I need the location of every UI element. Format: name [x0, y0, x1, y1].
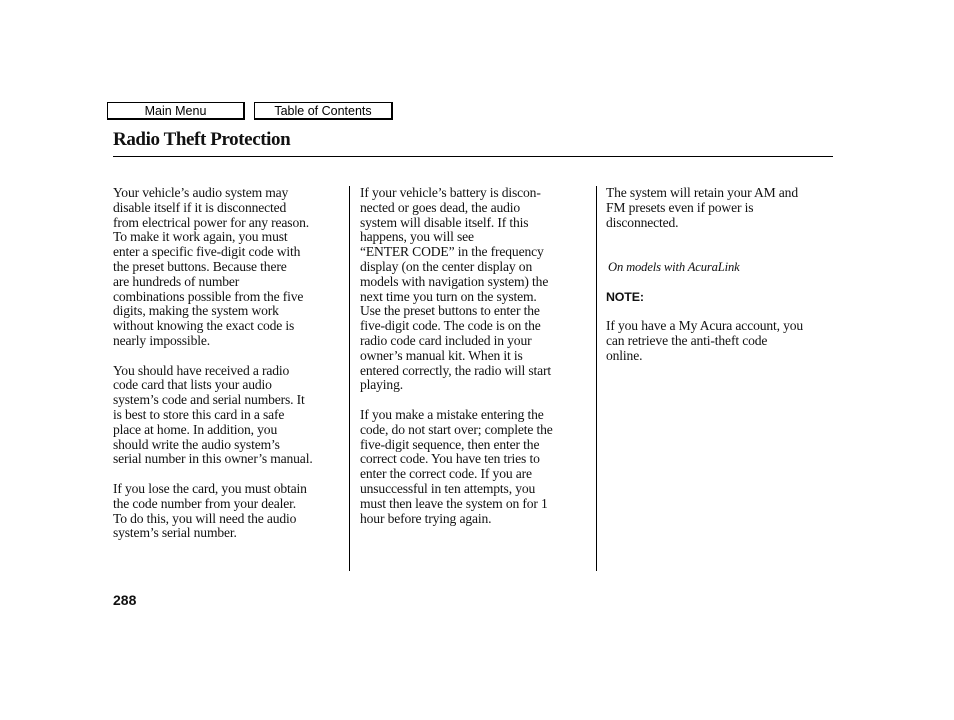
title-divider: [113, 156, 833, 157]
note-label: NOTE:: [606, 289, 644, 304]
paragraph-code-intro: Your vehicle’s audio system may disable itself if it is disconnected from electrical power for any reason. To make it work again, you must enter a specific five-digit code with the preset buttons. Because there are hundreds of number combinations possible from the five digits, making the system work without knowing the exact code is nearly impossible.: [113, 185, 309, 348]
paragraph-mistake-entering: If you make a mistake entering the code, do not start over; complete the five-digit sequence, then enter the correct code. You have ten tries to enter the correct code. If you are unsuccessful in ten attempts, you must then leave the system on for 1 hour before trying again.: [360, 406, 553, 526]
table-of-contents-button[interactable]: Table of Contents: [254, 102, 393, 120]
paragraph-presets-retained: The system will retain your AM and FM presets even if power is disconnected.: [606, 185, 798, 230]
column-divider-1: [349, 186, 350, 571]
note-text: If you have a My Acura account, you can retrieve the anti-theft code online.: [606, 318, 804, 363]
column-divider-2: [596, 186, 597, 571]
main-menu-button[interactable]: Main Menu: [107, 102, 245, 120]
page-number: 288: [113, 592, 137, 608]
acuralink-note: [606, 245, 834, 363]
paragraph-lost-card: If you lose the card, you must obtain the code number from your dealer. To do this, you will need the audio system’s serial number.: [113, 480, 307, 541]
paragraph-code-card: You should have received a radio code card that lists your audio system’s code and serial numbers. It is best to store this card in a safe place at home. In addition, you should write the audio system’s serial number in this owner’s manual.: [113, 362, 313, 467]
text-column-1: [113, 186, 345, 556]
paragraph-battery-disconnected: If your vehicle’s battery is discon- nected or goes dead, the audio system will disable itself. If this happens, you will see “ENTER CODE” in the frequency display (on the center display on models with navigation system) the next time you turn on the system. Use the preset buttons to enter the five-digit code. The code is on the radio code card included in your owner’s manual kit. When it is entered correctly, the radio will start playing.: [360, 185, 552, 393]
models-qualifier: On models with AcuraLink: [608, 259, 740, 274]
text-column-2: [360, 186, 588, 541]
text-column-3: [606, 186, 834, 378]
page-title: Radio Theft Protection: [113, 129, 291, 150]
